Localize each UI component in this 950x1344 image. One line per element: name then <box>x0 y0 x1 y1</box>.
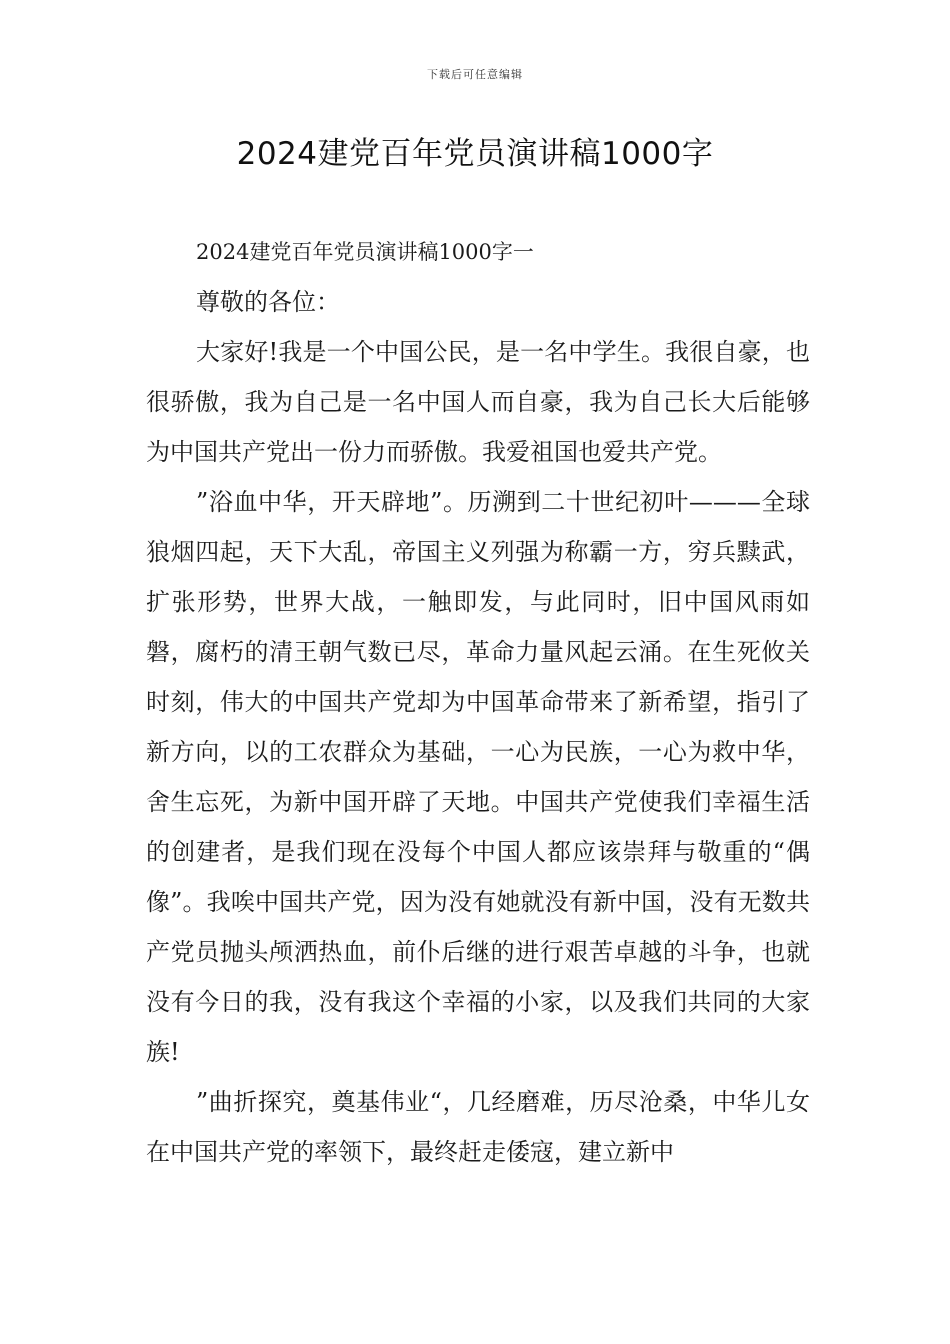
header-note: 下载后可任意编辑 <box>427 68 523 81</box>
paragraph-salutation: 尊敬的各位： <box>196 288 340 316</box>
paragraph-foundation: ”曲折探究，奠基伟业“，几经磨难，历尽沧桑，中华儿女在中国共产党的率领下，最终赶走倭寇，建立新中 <box>146 1088 810 1166</box>
paragraph-subtitle: 2024建党百年党员演讲稿1000字一 <box>196 240 534 264</box>
paragraph-intro: 大家好!我是一个中国公民，是一名中学生。我很自豪，也很骄傲，我为自己是一名中国人而自豪，我为自己长大后能够为中国共产党出一份力而骄傲。我爱祖国也爱共产党。 <box>146 338 810 466</box>
paragraph-history: ”浴血中华，开天辟地”。历溯到二十世纪初叶———全球狼烟四起，天下大乱，帝国主义列强为称霸一方，穷兵黩武，扩张形势，世界大战，一触即发，与此同时，旧中国风雨如磐，腐朽的清王朝气数已尽，革命力量风起云涌。在生死攸关时刻，伟大的中国共产党却为中国革命带来了新希望，指引了新方向，以的工农群众为基础，一心为民族，一心为救中华，舍生忘死，为新中国开辟了天地。中国共产党使我们幸福生活的创建者，是我们现在没每个中国人都应该崇拜与敬重的“偶像”。我唉中国共产党，因为没有她就没有新中国，没有无数共产党员抛头颅洒热血，前仆后继的进行艰苦卓越的斗争，也就没有今日的我，没有我这个幸福的小家，以及我们共同的大家族! <box>146 488 810 1066</box>
document-body <box>146 227 810 1177</box>
document-title: 2024建党百年党员演讲稿1000字 <box>236 136 714 172</box>
